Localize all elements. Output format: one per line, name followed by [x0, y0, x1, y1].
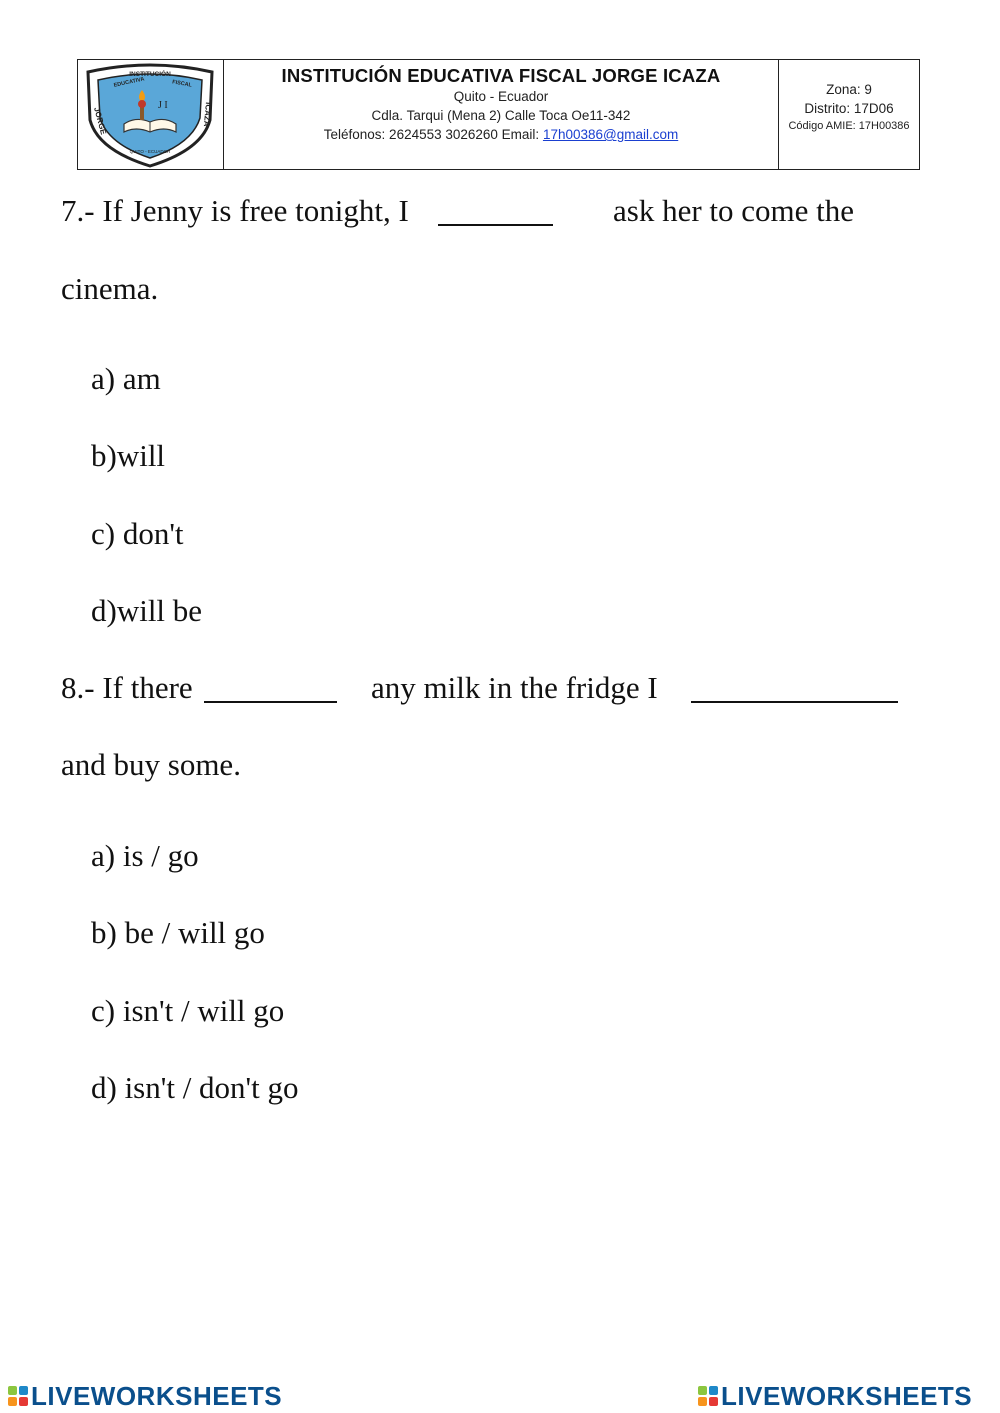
logo-text-arc-right: FISCAL [171, 79, 193, 89]
school-city: Quito - Ecuador [453, 89, 549, 104]
question-8-text-middle: any milk in the fridge I [371, 670, 658, 705]
liveworksheets-watermark-left [8, 1381, 282, 1411]
question-8-option-c: c) isn't / will go [91, 993, 285, 1028]
liveworksheets-logo-icon [698, 1386, 718, 1406]
question-7-option-c: c) don't [91, 516, 184, 551]
question-8-text-start: 8.- If there [61, 670, 193, 705]
question-8-blank-1[interactable] [204, 701, 337, 703]
amie-code: Código AMIE: 17H00386 [788, 120, 910, 132]
school-logo-cell [78, 60, 224, 169]
question-7-option-a: a) am [91, 361, 161, 396]
school-contact [224, 125, 778, 144]
question-8-blank-2[interactable] [691, 701, 898, 703]
question-7-option-d: d)will be [91, 593, 203, 628]
school-email-link[interactable]: 17h00386@gmail.com [542, 127, 679, 142]
institution-name: INSTITUCIÓN EDUCATIVA FISCAL JORGE ICAZA [281, 65, 721, 86]
logo-text-right: ICAZA [201, 101, 213, 127]
logo-text-arc-left: EDUCATIVA [113, 76, 146, 89]
question-7-line-1 [61, 193, 409, 229]
school-info [224, 60, 779, 169]
question-8-option-b: b) be / will go [91, 915, 265, 950]
question-7-blank[interactable] [438, 224, 553, 226]
school-header [77, 59, 920, 170]
svg-text:J I: J I [158, 100, 168, 111]
liveworksheets-brand-left: LIVEWORKSHEETS [31, 1380, 283, 1411]
question-7-line-2: cinema. [61, 271, 159, 306]
school-address: Cdla. Tarqui (Mena 2) Calle Toca Oe11-342 [371, 108, 631, 123]
liveworksheets-watermark-right [698, 1381, 972, 1411]
distrito-label: Distrito: 17D06 [804, 101, 894, 116]
question-8-option-a: a) is / go [91, 838, 199, 873]
question-8-line-2: and buy some. [61, 747, 241, 782]
school-phones: Teléfonos: 2624553 3026260 Email: [323, 127, 543, 142]
school-shield-logo [78, 60, 223, 169]
liveworksheets-brand-right: LIVEWORKSHEETS [721, 1380, 973, 1411]
question-7-option-b: b)will [91, 438, 166, 473]
question-7-text-start: 7.- If Jenny is free tonight, I [61, 193, 409, 228]
question-8-option-d: d) isn't / don't go [91, 1070, 299, 1105]
logo-text-bottom: QUITO - ECUADOR [129, 149, 171, 154]
logo-text-top: INSTITUCIÓN [129, 71, 171, 78]
logo-text-left: JORGE [92, 106, 109, 136]
liveworksheets-logo-icon [8, 1386, 28, 1406]
school-codes [779, 60, 919, 169]
zona-label: Zona: 9 [826, 82, 872, 97]
question-7-text-end: ask her to come the [613, 193, 855, 228]
